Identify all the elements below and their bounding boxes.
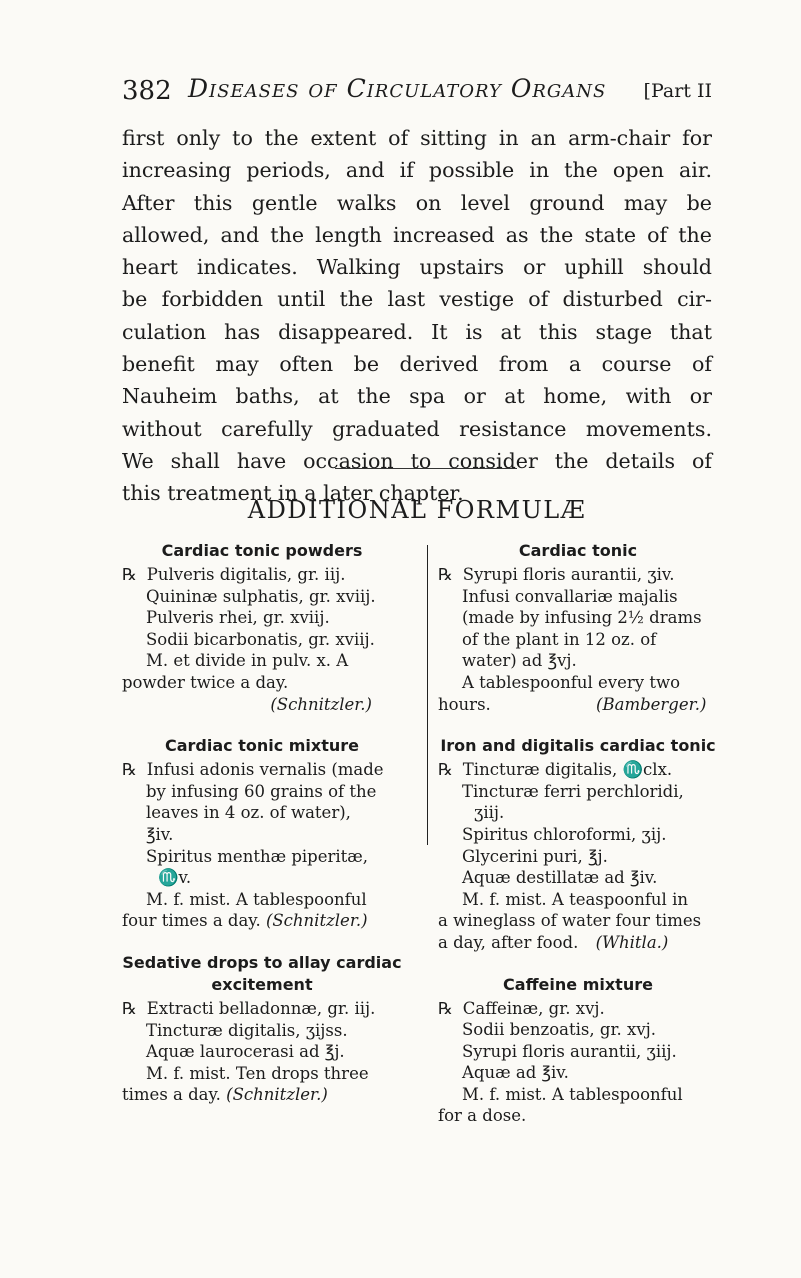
formula-caffeine-mixture [438,974,718,1128]
ingredient-line: Quininæ sulphatis, gr. xviij. [146,586,376,606]
formula-cardiac-tonic-mixture [122,735,402,932]
body-line: We shall have occasion to consider the details of [122,448,712,473]
ingredient-line: ℞ Extracti belladonnæ, gr. iij. [122,998,376,1018]
ingredient-line: Sodii bicarbonatis, gr. xviij. [146,629,375,649]
ingredient-line: by infusing 60 grains of the [146,781,377,801]
formula-title: Cardiac tonic [518,541,638,560]
ingredient-line: Sodii benzoatis, gr. xvj. [462,1020,656,1040]
recipe-symbol: ℞ [122,998,137,1018]
page-header [122,74,712,110]
ingredient-line: Aquæ ad ℥iv. [462,1063,569,1083]
direction-line: for a dose. [438,1106,527,1126]
body-line: heart indicates. Walking upstairs or uphill should [122,255,712,280]
attribution: (Schnitzler.) [270,694,372,714]
ingredient-line: ʒiij. [474,803,505,823]
ingredient-line: of the plant in 12 oz. of [462,629,657,649]
direction-line: M. f. mist. A tablespoonful [462,1084,683,1104]
ingredient-line: ℞ Tincturæ digitalis, ♏clx. [438,760,673,780]
attribution: (Bamberger.) [596,694,707,714]
ingredient-line: Aquæ destillatæ ad ℥iv. [462,868,658,888]
section-divider [335,468,517,469]
formula-title: Iron and digitalis cardiac tonic [440,736,716,756]
ingredient-line: ℞ Syrupi floris aurantii, ʒiv. [438,565,675,584]
body-paragraph [122,122,712,510]
formula-title: Sedative drops to allay cardiac excitement [122,952,402,994]
ingredient-line: Glycerini puri, ℥j. [462,846,608,866]
ingredient-line: leaves in 4 oz. of water), [146,803,351,823]
ingredient-line: ℥iv. [146,824,174,844]
body-line: allowed, and the length increased as the state of the [122,222,712,247]
recipe-symbol: ℞ [438,998,453,1018]
body-line: benefit may often be derived from a course of [122,352,712,377]
body-line: increasing periods, and if possible in the open air. [122,158,712,183]
recipe-symbol: ℞ [122,760,137,780]
direction-line: M. f. mist. Ten drops three [146,1063,369,1083]
body-line: first only to the extent of sitting in an arm-chair for [122,126,712,150]
ingredient-line: Spiritus menthæ piperitæ, [146,846,369,866]
ingredient-line: Spiritus chloroformi, ʒij. [462,824,667,844]
ingredient-line: Pulveris rhei, gr. xviij. [146,608,330,628]
body-line: After this gentle walks on level ground may be [122,190,712,215]
direction-line: times a day. (Schnitzler.) [122,1085,328,1105]
direction-line: four times a day. (Schnitzler.) [122,911,368,931]
ingredient-line: ℞ Caffeinæ, gr. xvj. [438,998,605,1018]
ingredient-line: Syrupi floris aurantii, ʒiij. [462,1041,677,1061]
formula-sedative-drops [122,952,402,1106]
ingredient-line: Tincturæ ferri perchloridi, [462,781,684,801]
recipe-symbol: ℞ [438,565,453,584]
formula-cardiac-tonic [438,540,718,715]
formula-title: Caffeine mixture [503,974,653,994]
attribution: (Schnitzler.) [265,911,368,931]
part-label: [Part II [643,80,712,102]
running-title: Diseases of Circulatory Organs [188,74,607,103]
right-column [438,540,718,1147]
body-line: be forbidden until the last vestige of disturbed cir- [122,287,712,312]
left-column [122,540,402,1126]
formula-title: Cardiac tonic powders [161,541,363,560]
ingredient-line: Tincturæ digitalis, ʒijss. [146,1020,348,1040]
body-line: culation has disappeared. It is at this stage that [122,319,712,344]
formulae-heading: ADDITIONAL FORMULÆ [247,496,587,524]
recipe-symbol: ℞ [438,760,453,780]
attribution: (Schnitzler.) [226,1085,328,1105]
formula-cardiac-tonic-powders [122,540,402,715]
ingredient-line: (made by infusing 2½ drams [462,608,702,628]
ingredient-line: water) ad ℥vj. [462,651,577,671]
ingredient-line: ℞ Pulveris digitalis, gr. iij. [122,565,346,584]
column-divider [427,545,428,845]
ingredient-line: ♏v. [158,868,192,888]
formula-title: Cardiac tonic mixture [164,736,360,756]
page-number: 382 [122,76,172,106]
ingredient-line: Aquæ laurocerasi ad ℥j. [146,1042,345,1062]
direction-line: M. et divide in pulv. x. A [146,651,349,671]
body-line: without carefully graduated resistance movements. [122,416,712,441]
direction-line: hours. (Bamberger.) [438,694,707,714]
ingredient-line: ℞ Infusi adonis vernalis (made [122,760,384,780]
direction-line: a day, after food. (Whitla.) [438,932,669,952]
attribution: (Whitla.) [595,932,669,952]
direction-line: M. f. mist. A teaspoonful in [462,889,688,909]
direction-line: powder twice a day. [122,672,289,692]
direction-line: A tablespoonful every two [462,672,681,692]
body-line: Nauheim baths, at the spa or at home, with or [122,384,712,409]
direction-line: a wineglass of water four times [438,911,702,931]
formula-iron-digitalis [438,735,718,953]
direction-line: M. f. mist. A tablespoonful [146,889,367,909]
ingredient-line: Infusi convallariæ majalis [462,586,678,606]
recipe-symbol: ℞ [122,565,137,584]
body-line: this treatment in a later chapter. [122,481,464,506]
